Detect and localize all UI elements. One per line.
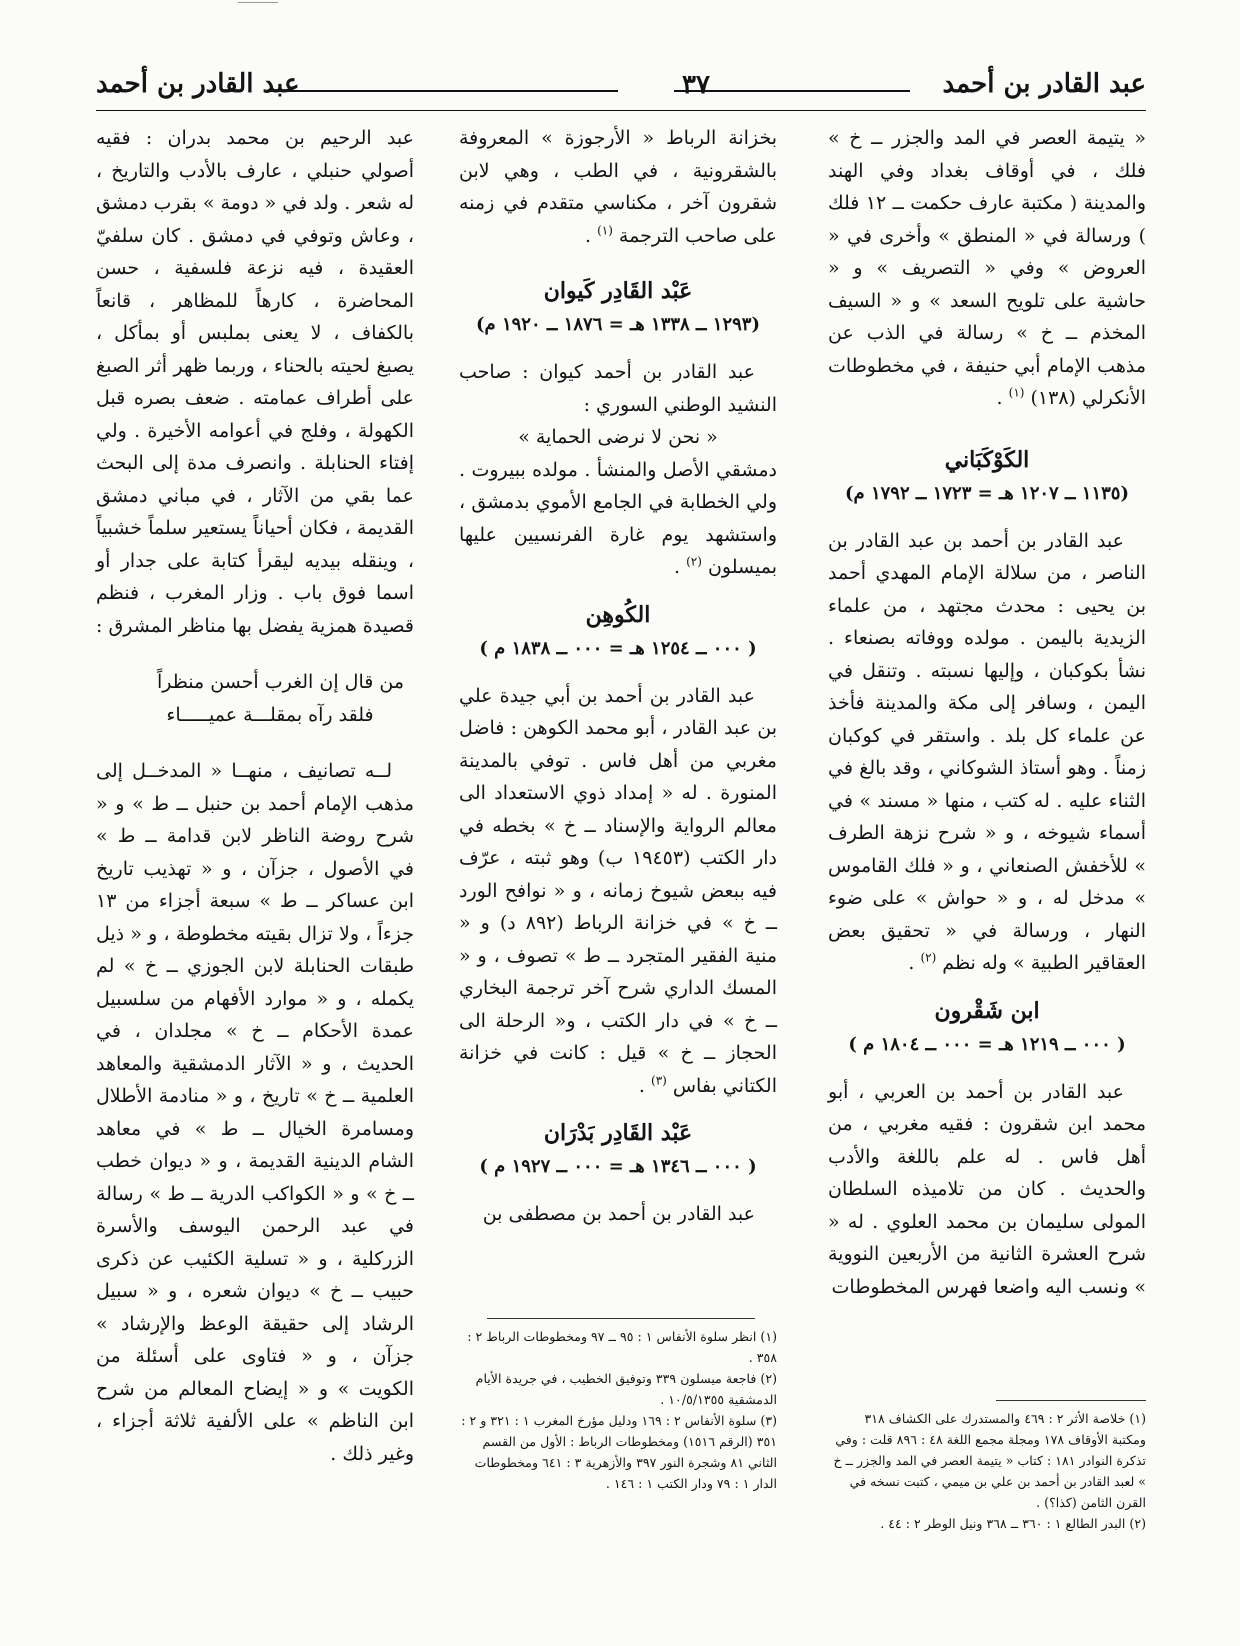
footnote-ref: (٢) [686,554,702,569]
footnote: (٢) فاجعة ميسلون ٣٣٩ وتوفيق الخطيب ، في جريدة الأيام الدمشقية ١٠/٥/١٣٥٥ . [475,1371,777,1407]
entry-body: عبد القادر بن أحمد بن العربي ، أبو محمد ابن شقرون : فقيه مغربي ، من أهل فاس . له علم باللغة والأدب والحديث . كان من تلاميذه السلطان المولى سليمان بن محمد العلوي . له « شرح العشرة الثانية من الأربعين النووية » ونسب اليه واضعا فهرس المخطوطات [828,1080,1146,1298]
entry-dates: (١١٣٥ ــ ١٢٠٧ هـ = ١٧٢٣ ــ ١٧٩٢ م) [845,482,1129,504]
page-number: ٣٧ [682,70,710,100]
footnote: (٢) البدر الطالع ١ : ٣٦٠ ــ ٣٦٨ ونيل الوطر ٢ : ٤٤ . [880,1516,1146,1531]
footnote-ref: (١) [597,223,613,238]
header-underline [96,110,1146,111]
running-title-left: عبد القادر بن أحمد [96,69,300,99]
entry-dates: ( ٠٠٠ ــ ١٢١٩ هـ = ٠٠٠ ــ ١٨٠٤ م ) [848,1033,1126,1055]
column-left [96,122,414,1470]
scan-mark [238,2,278,3]
works-list: لــه تصانيف ، منهــا « المدخــل إلى مذهب الإمام أحمد بن حنبل ــ ط » و « شرح روضة الناظر لابن قدامة ــ ط » في الأصول ، جزآن ، و « تهذيب تاريخ ابن عساكر ــ ط » سبعة أجزاء من ١٣ جزءاً ، ولا تزال بقيته مخطوطة ، و « ذيل طبقات الحنابلة لابن الجوزي ــ خ » لم يكمله ، و « موارد الأفهام من سلسبيل عمدة الأحكام ــ خ » مجلدان ، في الحديث ، و « الآثار الدمشقية والمعاهد العلمية ــ خ » تاريخ ، و « منادمة الأطلال ومسامرة الخيال ــ ط » في معاهد الشام الدينية القديمة ، و « ديوان خطب ــ خ » و « الكواكب الدرية ــ ط » رسالة في عبد الرحمن اليوسف والأسرة الزركلية ، و « تسلية الكئيب عن ذكرى حبيب ــ خ » ديوان شعره ، و « سبيل الرشاد إلى حقيقة الوعظ والإرشاد » جزآن ، و « فتاوى على أسئلة من الكويت » و « إيضاح المعالم من شرح ابن الناظم » على الألفية ثلاثة أجزاء ، وغير ذلك . [96,760,414,1465]
footnote-ref: (١) [1008,385,1025,400]
column-right [828,122,1146,1303]
running-title-right: عبد القادر بن أحمد [942,69,1146,99]
entry-continuation: عبد الرحيم بن محمد بدران : فقيه أصولي حنبلي ، عارف بالأدب والتاريخ ، له شعر . ولد في « دومة » بقرب دمشق ، وعاش وتوفي في دمشق . كان سلفيّ العقيدة ، فيه نزعة فلسفية ، حسن المحاضرة ، كارهاً للمظاهر ، قانعاً بالكفاف ، لا يعنى بملبس أو بمأكل ، يصبغ لحيته بالحناء ، وربما ظهر أثر الصبغ على أطراف عمامته . ضعف بصره قبل الكهولة ، وفلج في أعوامه الأخيرة . ولي إفتاء الحنابلة . وانصرف مدة إلى البحث عما بقي من الآثار ، في مباني دمشق القديمة ، فكان أحياناً يستعير سلماً خشبياً ، وينقله بيديه ليقرأ كتابة على جدار أو اسما فوق باب . وزار المغرب ، فنظم قصيدة همزية يفضل بها مناظر المشرق : [96,127,414,637]
footnote: (١) خلاصة الأثر ٢ : ٤٦٩ والمستدرك على الكشاف ٣١٨ ومكتبة الأوقاف ١٧٨ ومجلة مجمع اللغة ٤٨ : ٨٩٦ قلت : وفي تذكرة النوادر ١٨١ : كتاب « يتيمة العصر في المد والجزر ــ خ » لعبد القادر بن أحمد بن علي بن ميمي ، كتبت نسخه في القرن الثامن (كذا؟) . [833,1411,1146,1510]
footnote: (٣) سلوة الأنفاس ٢ : ١٦٩ ودليل مؤرخ المغرب ١ : ٣٢١ و ٢ : ٣٥١ (الرقم ١٥١٦) ومخطوطات الرباط : الأول من القسم الثاني ٨١ وشجرة النور ٣٩٧ والأزهرية ٣ : ٦٤١ ومخطوطات الدار ١ : ٧٩ ودار الكتب ١ : ١٤٦ . [461,1413,777,1491]
poem-verse [96,666,414,731]
entry-continuation: « يتيمة العصر في المد والجزر ــ خ » فلك ، في أوقاف بغداد وفي الهند والمدينة ( مكتبة عارف حكمت ــ ١٢ فلك ) ورسالة في « المنطق » وأخرى في « العروض » وفي « التصريف » و « حاشية على تلويح السعد » و « السيف المخذم ــ خ » رسالة في الذب عن مذهب الإمام أبي حنيفة ، في مخطوطات الأنكرلي (١٣٨) $^{(١)}$ . [828,127,1146,409]
entry-body: عبد القادر بن أحمد كيوان : صاحب النشيد الوطني السوري : [459,361,777,416]
column-middle [459,122,777,1231]
entry-title: الكُوهِن [585,601,651,628]
entry-dates: ( ٠٠٠ ــ ١٢٥٤ هـ = ٠٠٠ ــ ١٨٣٨ م ) [479,637,757,659]
entry-title: الكَوْكَبَاني [944,446,1030,473]
header-rule-left [266,90,618,92]
entry-dates: ( ٠٠٠ ــ ١٣٤٦ هـ = ٠٠٠ ــ ١٩٢٧ م ) [479,1156,757,1177]
entry-dates: (١٢٩٣ ــ ١٣٣٨ هـ = ١٨٧٦ ــ ١٩٢٠ م) [476,314,760,335]
entry-body: عبد القادر بن أحمد بن مصطفى بن [482,1203,755,1225]
verse-first-hemistich: من قال إن الغرب أحسن منظراً [156,671,404,693]
footnote-ref: (٣) [651,1073,667,1088]
running-header [96,64,1146,112]
footnote-ref: (٢) [920,950,937,965]
entry-title: عَبْد القَادِر كَيوان [543,278,693,304]
footnote-rule-middle [487,1318,755,1319]
entry-body: عبد القادر بن أحمد بن عبد القادر بن الناصر ، من سلالة الإمام المهدي أحمد بن يحيى : محدث مجتهد ، من علماء الزيدية باليمن . مولده ووفاته بصنعاء . نشأ بكوكبان ، وإليها نسبته . وتنقل في اليمن ، وسافر إلى مكة والمدينة فأخذ عن علماء كل بلد . واستقر في كوكبان زمناً . وهو أستاذ الشوكاني ، وقد بالغ في الثناء عليه . له كتب ، منها « مسند » في أسماء شيوخه ، و « شرح نزهة الطرف » للأخفش الصنعاني ، و « فلك القاموس » مدخل له ، و « حواش » على ضوء النهار ، ورسالة في « تحقيق بعض العقاقير الطبية » وله نظم $^{(٢)}$ . [828,529,1146,974]
anthem-title: « نحن لا نرضى الحماية » [518,426,718,448]
entry-body: دمشقي الأصل والمنشأ . مولده ببيروت . ولي الخطابة في الجامع الأموي بدمشق ، واستشهد يوم غارة الفرنسيين عليها بميسلون $^{(٢)}$ . [459,458,777,578]
footnotes-middle [459,1326,777,1494]
verse-second-hemistich: فلقد رآه بمقلـــة عميـــــاء [166,703,374,726]
entry-title: عَبْد القَادِر بَدْرَان [543,1120,693,1146]
footnotes-right [828,1408,1146,1534]
entry-continuation: بخزانة الرباط « الأرجوزة » المعروفة بالشقرونية ، في الطب ، وهي لابن شقرون آخر ، مكناسي متقدم في زمنه على صاحب الترجمة $^{(١)}$ . [459,127,777,247]
footnote: (١) انظر سلوة الأنفاس ١ : ٩٥ ــ ٩٧ ومخطوطات الرباط ٢ : ٣٥٨ . [467,1329,777,1365]
entry-body: عبد القادر بن أحمد بن أبي جيدة علي بن عبد القادر ، أبو محمد الكوهن : فاضل مغربي من أهل فاس . توفي بالمدينة المنورة . له « إمداد ذوي الاستعداد الى معالم الرواية والإسناد ــ خ » بخطه في دار الكتب (١٩٤٥٣ ب) وهو ثبته ، عرّف فيه ببعض شيوخ زمانه ، و « نوافح الورد ــ خ » في خزانة الرباط (٨٩٢ د) و « منية الفقير المتجرد ــ ط » تصوف ، و « المسك الداري شرح آخر ترجمة البخاري ــ خ » في دار الكتب ، و« الرحلة الى الحجاز ــ خ » قيل : كانت في خزانة الكتاني بفاس $^{(٣)}$ . [459,684,777,1097]
entry-title: ابن شَقْرون [934,997,1040,1024]
footnote-rule-right [996,1400,1146,1401]
